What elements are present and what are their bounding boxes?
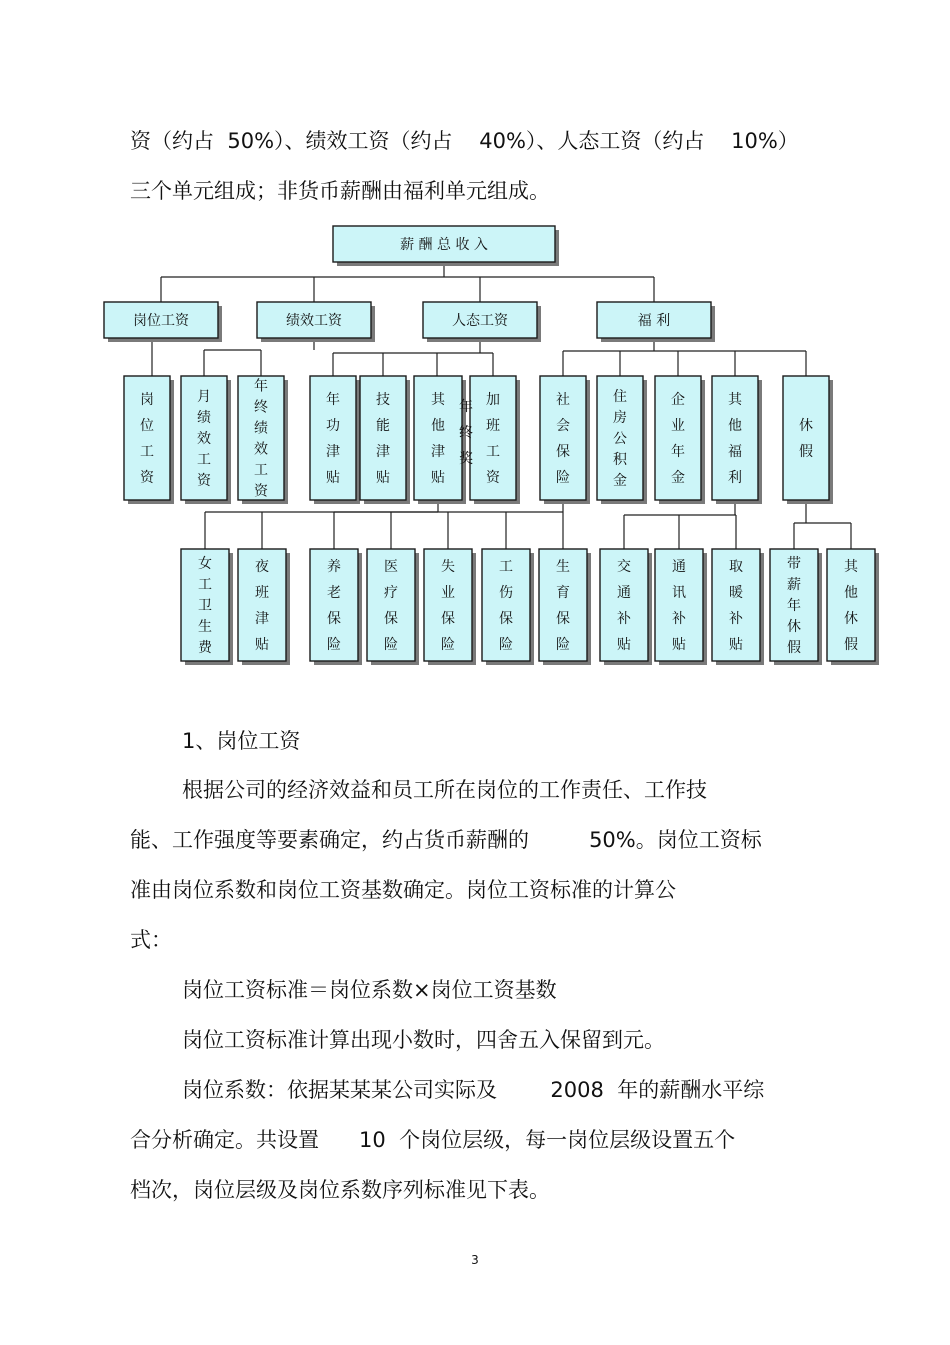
chart-level3-label: 女工卫生费 [198,556,212,656]
chart-level3-box [367,549,419,665]
chart-level2-label: 其他津贴 [431,392,445,486]
chart-level2-box [540,376,590,504]
chart-level2-box [597,376,647,504]
chart-level2-box [181,376,231,504]
intro-line-2: 三个单元组成；非货币薪酬由福利单元组成。 [130,179,550,203]
chart-level1-label: 福 利 [637,313,671,329]
intro-line-1: 资（约占 50%）、绩效工资（约占 40%）、人态工资（约占 10%） [130,129,799,153]
chart-level3-box [712,549,764,665]
chart-level1-label: 人态工资 [452,313,508,329]
chart-level2-box [310,376,360,504]
chart-level2-label: 企业年金 [671,392,685,486]
chart-level3-label: 医疗保险 [384,559,398,653]
chart-level2-label: 月绩效工资 [197,389,211,489]
paragraph-2-line-1: 岗位系数：依据某某某公司实际及 2008 年的薪酬水平综 [182,1078,765,1102]
chart-level3-label: 其他休假 [844,559,858,653]
chart-level3-label: 带薪年休假 [787,556,801,656]
chart-level3-box [770,549,822,665]
chart-level3-label: 养老保险 [327,559,341,653]
chart-level3-label: 工伤保险 [499,559,513,653]
chart-level2-box [238,376,288,504]
chart-level2-label: 年终绩效工资 [254,378,268,500]
chart-level3-box [827,549,879,665]
formula-line: 岗位工资标准＝岗位系数×岗位工资基数 [182,978,557,1002]
paragraph-2-line-2: 合分析确定。共设置 10 个岗位层级，每一岗位层级设置五个 [130,1128,736,1152]
chart-level3-box [310,549,362,665]
chart-level1-box [257,302,375,342]
chart-level1-label: 绩效工资 [286,313,342,329]
chart-level3-box [424,549,476,665]
chart-level1-box [104,302,222,342]
paragraph-1-line-2: 能、工作强度等要素确定，约占货币薪酬的 50%。岗位工资标 [130,828,762,852]
chart-level3-label: 交通补贴 [617,559,631,653]
paragraph-1-line-4: 式： [130,928,172,952]
chart-level2-box [655,376,705,504]
paragraph-1-line-1: 根据公司的经济效益和员工所在岗位的工作责任、工作技 [182,778,707,802]
chart-level3-box [238,549,290,665]
chart-level2-box [712,376,762,504]
chart-level2-label: 年终奖 [459,399,473,467]
chart-level3-box [655,549,707,665]
chart-level1-label: 岗位工资 [133,313,189,329]
chart-level2-box [783,376,833,504]
chart-level3-label: 失业保险 [441,559,455,653]
chart-level3-box [181,549,233,665]
rounding-rule: 岗位工资标准计算出现小数时，四舍五入保留到元。 [182,1028,665,1052]
paragraph-2-line-3: 档次，岗位层级及岗位系数序列标准见下表。 [130,1178,550,1202]
chart-level3-box [600,549,652,665]
chart-level2-label: 技能津贴 [376,392,390,486]
chart-level3-label: 取暖补贴 [729,559,743,653]
chart-level1-box [597,302,715,342]
chart-root-box [333,226,559,266]
chart-root-label: 薪 酬 总 收 入 [400,237,488,253]
chart-level2-label: 社会保险 [556,392,570,486]
chart-level2-label: 岗位工资 [140,392,154,486]
chart-level3-label: 夜班津贴 [255,559,269,653]
paragraph-1-line-3: 准由岗位系数和岗位工资基数确定。岗位工资标准的计算公 [130,878,676,902]
chart-level3-box [539,549,591,665]
chart-level2-box [470,376,520,504]
chart-level1-box [423,302,541,342]
chart-level3-label: 通讯补贴 [672,559,686,653]
chart-level3-box [482,549,534,665]
chart-level2-label: 住房公积金 [613,389,627,489]
chart-level2-box [124,376,174,504]
chart-level2-label: 年功津贴 [326,392,340,486]
chart-level2-label: 加班工资 [486,392,500,486]
chart-level2-label: 其他福利 [728,392,742,486]
page-number: 3 [471,1253,479,1267]
chart-level2-label: 休假 [799,418,813,460]
chart-level2-box [360,376,410,504]
chart-level3-label: 生育保险 [556,559,570,653]
section-heading: 1、岗位工资 [182,729,301,753]
chart-level2-box-overlap [459,398,473,467]
